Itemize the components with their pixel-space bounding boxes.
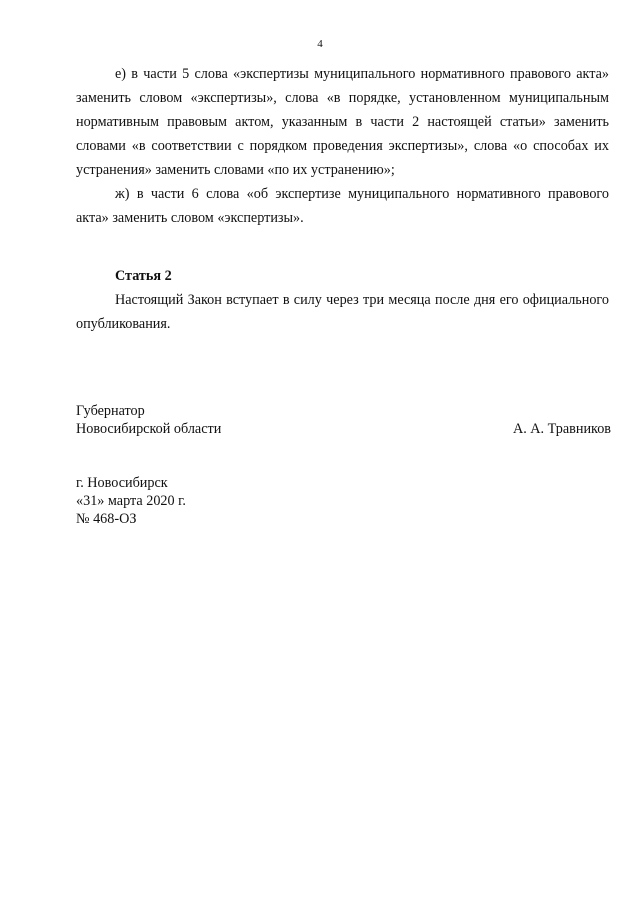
signing-date: «31» марта 2020 г. [76,493,186,509]
signature-row [76,420,611,438]
article-2-title: Статья 2 [115,268,172,284]
law-number: № 468-ОЗ [76,511,137,527]
amendment-paragraph-e: е) в части 5 слова «экспертизы муниципального нормативного правового акта» заменить словом «экспертизы», слова «в порядке, установленном муниципальным нормативным правовым актом, указанным в части 2 настоящей статьи» заменить словами «в соответствии с порядком проведения экспертизы», слова «о способах их устранения» заменить словами «по их устранению»; [76,66,609,178]
article-2-text: Настоящий Закон вступает в силу через три месяца после дня его официального опубликования. [76,292,609,332]
place-date-block [76,474,186,528]
signature-block [76,402,611,438]
signatory-name: А. А. Травников [512,421,611,437]
page-number: 4 [317,38,323,50]
signatory-position: Губернатор [76,403,145,419]
signing-city: г. Новосибирск [76,475,168,491]
amendment-paragraph-zh: ж) в части 6 слова «об экспертизе муниципального нормативного правового акта» заменить словом «экспертизы». [76,186,609,226]
signatory-region: Новосибирской области [76,421,222,437]
document-body [76,62,609,336]
